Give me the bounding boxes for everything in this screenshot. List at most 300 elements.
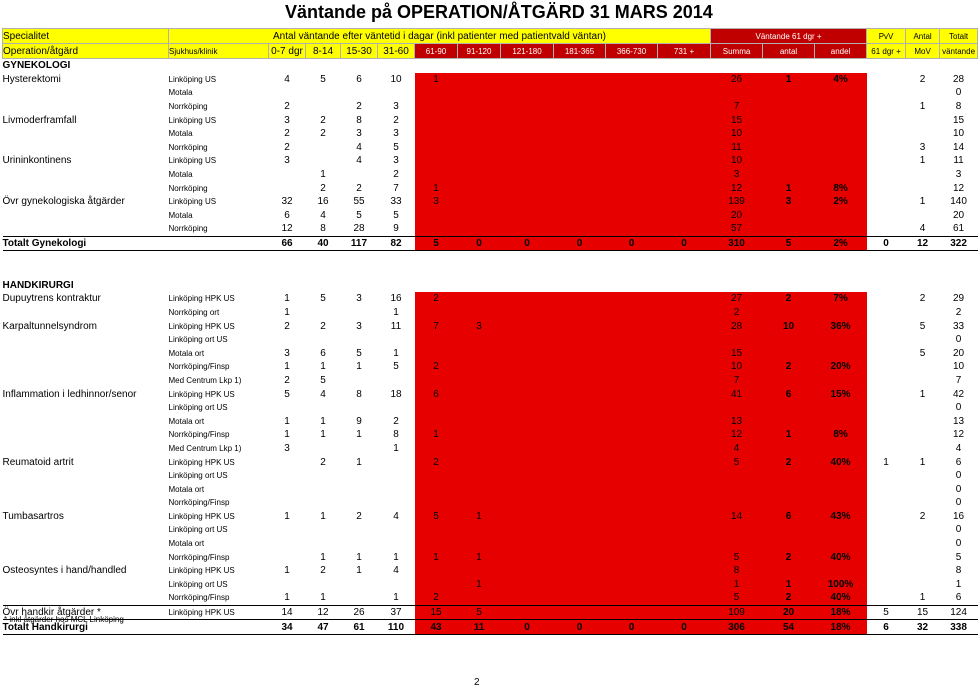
- bucket-cell: 1: [320, 415, 326, 427]
- total-cell: 1: [955, 578, 962, 590]
- bucket-cell: [269, 482, 306, 496]
- mov-cell: 1: [919, 155, 926, 167]
- bucket-cell: [415, 564, 458, 578]
- bucket-cell: [306, 523, 341, 537]
- clinic-name: Linköping HPK US: [168, 389, 235, 399]
- bucket-cell: 6: [356, 73, 362, 85]
- bucket-cell: [269, 578, 306, 592]
- bucket-cell: [658, 319, 711, 333]
- bucket-cell: [658, 442, 711, 456]
- table-row: [3, 455, 978, 469]
- clinic-name: Motala: [168, 210, 193, 220]
- bucket-cell: [606, 346, 658, 360]
- bucket-cell: [341, 374, 378, 388]
- andel-cell: [815, 333, 867, 347]
- clinic-name: Motala ort: [168, 416, 205, 426]
- bucket-cell: 1: [393, 551, 399, 563]
- bucket-cell: [554, 195, 606, 209]
- bucket-cell: [658, 168, 711, 182]
- header-sjukhus: Sjukhus/klinik: [169, 44, 269, 59]
- bucket-cell: [378, 537, 415, 551]
- pvv-cell: 0: [867, 236, 906, 251]
- clinic-name: Norrköping ort: [168, 307, 220, 317]
- bucket-cell: [658, 306, 711, 320]
- bucket-cell: [554, 100, 606, 114]
- bucket-cell: [341, 591, 378, 605]
- clinic-name: Norrköping/Finsp: [168, 552, 230, 562]
- antal-cell: [763, 86, 815, 100]
- bucket-cell: 1: [320, 169, 326, 181]
- table-row: [3, 550, 978, 564]
- bucket-cell: [341, 333, 378, 347]
- bucket-cell: 6: [284, 209, 290, 221]
- bucket-cell: [606, 306, 658, 320]
- bucket-cell: [415, 86, 458, 100]
- antal-cell: [763, 222, 815, 236]
- procedure-name: [3, 222, 169, 236]
- bucket-cell: [501, 100, 554, 114]
- pvv-cell: [867, 195, 906, 209]
- procedure-name: [3, 591, 169, 605]
- pvv-cell: [867, 292, 906, 306]
- mov-cell: [906, 550, 940, 564]
- bucket-cell: [378, 455, 415, 469]
- bucket-cell: [554, 113, 606, 127]
- clinic-name: Norrköping: [168, 224, 208, 234]
- bucket-cell: 43: [415, 620, 458, 635]
- antal-cell: [763, 414, 815, 428]
- clinic-name: Motala: [168, 88, 193, 98]
- bucket-cell: [658, 578, 711, 592]
- procedure-name: [3, 86, 169, 100]
- antal-cell: 1: [763, 73, 815, 87]
- total-row: [3, 620, 978, 635]
- summa-cell: 14: [711, 510, 763, 524]
- bucket-cell: [554, 496, 606, 510]
- bucket-cell: [501, 333, 554, 347]
- table-row: [3, 209, 978, 223]
- procedure-name: Karpaltunnelsyndrom: [2, 320, 97, 332]
- bucket-cell: [501, 168, 554, 182]
- bucket-cell: [658, 333, 711, 347]
- andel-cell: 40%: [815, 455, 867, 469]
- mov-cell: 1: [919, 196, 926, 208]
- pvv-cell: [867, 154, 906, 168]
- procedure-name: [3, 442, 169, 456]
- bucket-cell: [458, 113, 501, 127]
- summa-cell: 57: [711, 222, 763, 236]
- bucket-cell: [306, 141, 341, 155]
- bucket-cell: 1: [415, 550, 458, 564]
- pvv-cell: [867, 550, 906, 564]
- bucket-cell: 1: [356, 456, 362, 468]
- bucket-cell: [415, 209, 458, 223]
- bucket-cell: 5: [356, 209, 362, 221]
- bucket-cell: [458, 195, 501, 209]
- mov-cell: [906, 564, 940, 578]
- bucket-cell: [415, 442, 458, 456]
- pvv-cell: [867, 360, 906, 374]
- bucket-cell: [458, 86, 501, 100]
- pvv-cell: [867, 127, 906, 141]
- page-number: 2: [474, 677, 480, 688]
- clinic-name: Linköping US: [168, 156, 217, 166]
- table-row: [3, 113, 978, 127]
- pvv-cell: [867, 86, 906, 100]
- total-cell: 12: [953, 182, 965, 194]
- bucket-cell: [458, 141, 501, 155]
- summa-cell: 5: [711, 550, 763, 564]
- bucket-cell: [269, 168, 306, 182]
- bucket-cell: 26: [341, 605, 378, 620]
- bucket-cell: [606, 86, 658, 100]
- header-row-2: [3, 44, 978, 59]
- bucket-cell: [554, 333, 606, 347]
- bucket-cell: 3: [356, 128, 362, 140]
- procedure-name: [3, 523, 169, 537]
- total-cell: 7: [955, 374, 962, 386]
- bucket-cell: [554, 482, 606, 496]
- summa-cell: 13: [711, 414, 763, 428]
- bucket-cell: [658, 222, 711, 236]
- clinic-name: Linköping HPK US: [168, 321, 235, 331]
- pvv-cell: [867, 100, 906, 114]
- total-cell: 6: [955, 456, 962, 468]
- table-row: [3, 414, 978, 428]
- mov-cell: [906, 113, 940, 127]
- bucket-cell: [554, 292, 606, 306]
- bucket-cell: [501, 127, 554, 141]
- bucket-cell: [501, 550, 554, 564]
- header-summa: Summa: [711, 44, 763, 59]
- bucket-cell: 1: [284, 510, 290, 522]
- header-bucket: 31-60: [378, 44, 415, 59]
- procedure-name: [3, 578, 169, 592]
- total-cell: 42: [953, 388, 965, 400]
- clinic-name: Linköping ort US: [168, 579, 228, 589]
- clinic-name: [169, 236, 269, 251]
- bucket-cell: 15: [415, 605, 458, 620]
- header-bucket: 61-90: [415, 44, 458, 59]
- bucket-cell: [269, 550, 306, 564]
- page-title: Väntande på OPERATION/ÅTGÄRD 31 MARS 2014: [285, 2, 713, 22]
- bucket-cell: [554, 154, 606, 168]
- mov-cell: [906, 127, 940, 141]
- procedure-name: [3, 469, 169, 483]
- bucket-cell: [554, 523, 606, 537]
- bucket-cell: [606, 127, 658, 141]
- bucket-cell: [606, 510, 658, 524]
- bucket-cell: 1: [320, 551, 326, 563]
- andel-cell: [815, 154, 867, 168]
- summa-cell: 41: [711, 387, 763, 401]
- total-cell: 140: [950, 196, 967, 208]
- bucket-cell: [606, 455, 658, 469]
- bucket-cell: 2: [415, 292, 458, 306]
- andel-cell: [815, 414, 867, 428]
- bucket-cell: 8: [356, 388, 362, 400]
- total-cell: 13: [953, 415, 965, 427]
- bucket-cell: [501, 523, 554, 537]
- mov-cell: 5: [919, 320, 926, 332]
- bucket-cell: [306, 482, 341, 496]
- bucket-cell: [458, 127, 501, 141]
- mov-cell: [906, 482, 940, 496]
- andel-cell: [815, 374, 867, 388]
- bucket-cell: [458, 154, 501, 168]
- clinic-name: Linköping ort US: [168, 335, 228, 345]
- bucket-cell: [554, 442, 606, 456]
- antal-cell: 3: [763, 195, 815, 209]
- procedure-name: Övr handkir åtgärder *: [3, 605, 169, 620]
- pvv-cell: [867, 401, 906, 415]
- bucket-cell: [658, 154, 711, 168]
- andel-cell: 40%: [815, 591, 867, 605]
- bucket-cell: [554, 591, 606, 605]
- summa-cell: 27: [711, 292, 763, 306]
- bucket-cell: 1: [356, 429, 362, 441]
- antal-cell: 1: [763, 181, 815, 195]
- andel-cell: [815, 401, 867, 415]
- andel-cell: 8%: [815, 181, 867, 195]
- antal-cell: [763, 127, 815, 141]
- summa-cell: 7: [711, 374, 763, 388]
- clinic-name: Motala ort: [168, 484, 205, 494]
- table-row: [3, 401, 978, 415]
- summa-cell: 26: [711, 73, 763, 87]
- total-cell: 3: [955, 169, 962, 181]
- total-cell: 124: [940, 605, 978, 620]
- bucket-cell: [341, 482, 378, 496]
- bucket-cell: [606, 578, 658, 592]
- total-cell: 0: [955, 402, 962, 414]
- bucket-cell: 2: [415, 455, 458, 469]
- bucket-cell: [306, 100, 341, 114]
- bucket-cell: 28: [353, 223, 365, 235]
- procedure-name: [3, 374, 169, 388]
- clinic-name: Linköping HPK US: [169, 605, 269, 620]
- bucket-cell: 16: [317, 196, 329, 208]
- bucket-cell: [415, 306, 458, 320]
- bucket-cell: 3: [458, 319, 501, 333]
- bucket-cell: [554, 306, 606, 320]
- bucket-cell: [458, 387, 501, 401]
- mov-cell: [906, 496, 940, 510]
- bucket-cell: [415, 127, 458, 141]
- bucket-cell: [658, 73, 711, 87]
- bucket-cell: [658, 181, 711, 195]
- total-cell: 61: [953, 223, 965, 235]
- bucket-cell: [606, 564, 658, 578]
- bucket-cell: [501, 141, 554, 155]
- bucket-cell: [606, 360, 658, 374]
- section-title: GYNEKOLOGI: [2, 60, 71, 72]
- pvv-cell: [867, 482, 906, 496]
- table-row: [3, 591, 978, 605]
- bucket-cell: [378, 469, 415, 483]
- total-cell: 0: [955, 87, 962, 99]
- bucket-cell: [606, 523, 658, 537]
- bucket-cell: 1: [393, 306, 399, 318]
- bucket-cell: [606, 374, 658, 388]
- bucket-cell: [554, 222, 606, 236]
- summa-cell: [711, 333, 763, 347]
- andel-cell: [815, 127, 867, 141]
- andel-cell: [815, 537, 867, 551]
- pvv-cell: [867, 73, 906, 87]
- bucket-cell: [415, 578, 458, 592]
- section-title: HANDKIRURGI: [2, 279, 74, 291]
- andel-cell: 15%: [815, 387, 867, 401]
- spacer-cell: [3, 251, 978, 265]
- total-cell: 2: [955, 306, 962, 318]
- bucket-cell: 5: [284, 388, 290, 400]
- summa-cell: 2: [711, 306, 763, 320]
- bucket-cell: [269, 469, 306, 483]
- bucket-cell: [606, 73, 658, 87]
- header-vantande: väntande: [940, 44, 978, 59]
- bucket-cell: [415, 154, 458, 168]
- bucket-cell: 2: [284, 101, 290, 113]
- header-61: 61 dgr +: [867, 44, 906, 59]
- bucket-cell: 1: [415, 181, 458, 195]
- bucket-cell: [415, 469, 458, 483]
- bucket-cell: [378, 496, 415, 510]
- bucket-cell: [658, 195, 711, 209]
- bucket-cell: 1: [284, 592, 290, 604]
- mov-cell: 2: [919, 510, 926, 522]
- bucket-cell: [554, 469, 606, 483]
- header-vantande-61: Väntande 61 dgr +: [711, 29, 867, 44]
- summa-cell: 10: [711, 360, 763, 374]
- bucket-cell: [501, 222, 554, 236]
- antal-cell: [763, 496, 815, 510]
- bucket-cell: [658, 113, 711, 127]
- bucket-cell: [341, 496, 378, 510]
- pvv-cell: [867, 222, 906, 236]
- table-row: [3, 523, 978, 537]
- bucket-cell: [306, 86, 341, 100]
- bucket-cell: [501, 209, 554, 223]
- bucket-cell: 0: [658, 620, 711, 635]
- bucket-cell: [606, 428, 658, 442]
- summa-cell: [711, 482, 763, 496]
- bucket-cell: [501, 428, 554, 442]
- antal-cell: [763, 154, 815, 168]
- bucket-cell: [458, 209, 501, 223]
- total-cell: 20: [953, 209, 965, 221]
- andel-cell: 2%: [815, 195, 867, 209]
- clinic-name: Motala ort: [168, 539, 205, 549]
- andel-cell: 7%: [815, 292, 867, 306]
- pvv-cell: [867, 306, 906, 320]
- total-cell: 14: [953, 141, 965, 153]
- clinic-name: Med Centrum Lkp 1): [168, 443, 242, 453]
- bucket-cell: [501, 113, 554, 127]
- bucket-cell: [606, 414, 658, 428]
- bucket-cell: 3: [393, 155, 399, 167]
- bucket-cell: [501, 346, 554, 360]
- andel-cell: [815, 442, 867, 456]
- clinic-name: Norrköping/Finsp: [168, 593, 230, 603]
- bucket-cell: 3: [284, 442, 290, 454]
- table-row: [3, 482, 978, 496]
- bucket-cell: 1: [356, 361, 362, 373]
- bucket-cell: [458, 346, 501, 360]
- total-cell: 0: [955, 470, 962, 482]
- bucket-cell: [458, 455, 501, 469]
- bucket-cell: 2: [320, 182, 326, 194]
- procedure-name: [3, 401, 169, 415]
- antal-cell: 6: [763, 387, 815, 401]
- bucket-cell: [458, 401, 501, 415]
- mov-cell: 2: [919, 73, 926, 85]
- bucket-cell: 37: [378, 605, 415, 620]
- procedure-name: [3, 168, 169, 182]
- andel-cell: [815, 100, 867, 114]
- table-row: [3, 181, 978, 195]
- antal-cell: [763, 209, 815, 223]
- bucket-cell: 7: [415, 319, 458, 333]
- bucket-cell: [378, 374, 415, 388]
- andel-cell: [815, 469, 867, 483]
- antal-cell: [763, 113, 815, 127]
- bucket-cell: 2: [284, 128, 290, 140]
- bucket-cell: [306, 537, 341, 551]
- clinic-name: Linköping HPK US: [168, 511, 235, 521]
- bucket-cell: 0: [458, 236, 501, 251]
- bucket-cell: 9: [356, 415, 362, 427]
- bucket-cell: [554, 346, 606, 360]
- table-row: [3, 222, 978, 236]
- bucket-cell: 1: [458, 550, 501, 564]
- bucket-cell: [501, 578, 554, 592]
- bucket-cell: 2: [356, 101, 362, 113]
- table-row: [3, 306, 978, 320]
- table-row: [3, 86, 978, 100]
- bucket-cell: [501, 482, 554, 496]
- total-cell: 10: [953, 361, 965, 373]
- bucket-cell: 1: [415, 428, 458, 442]
- bucket-cell: [606, 292, 658, 306]
- bucket-cell: 2: [284, 374, 290, 386]
- bucket-cell: [341, 469, 378, 483]
- total-cell: 29: [953, 293, 965, 305]
- antal-cell: [763, 537, 815, 551]
- bucket-cell: [606, 168, 658, 182]
- bucket-cell: [554, 578, 606, 592]
- bucket-cell: [378, 482, 415, 496]
- bucket-cell: [658, 510, 711, 524]
- total-cell: 11: [953, 155, 964, 167]
- table-row: [3, 346, 978, 360]
- summa-cell: 4: [711, 442, 763, 456]
- bucket-cell: [458, 523, 501, 537]
- bucket-cell: [554, 168, 606, 182]
- bucket-cell: [458, 360, 501, 374]
- bucket-cell: 5: [415, 236, 458, 251]
- summa-cell: [711, 401, 763, 415]
- bucket-cell: [269, 523, 306, 537]
- mov-cell: [906, 86, 940, 100]
- bucket-cell: [658, 496, 711, 510]
- bucket-cell: 117: [341, 236, 378, 251]
- summa-cell: 15: [711, 346, 763, 360]
- bucket-cell: [378, 86, 415, 100]
- table-row: [3, 387, 978, 401]
- bucket-cell: [458, 168, 501, 182]
- antal-cell: 2: [763, 591, 815, 605]
